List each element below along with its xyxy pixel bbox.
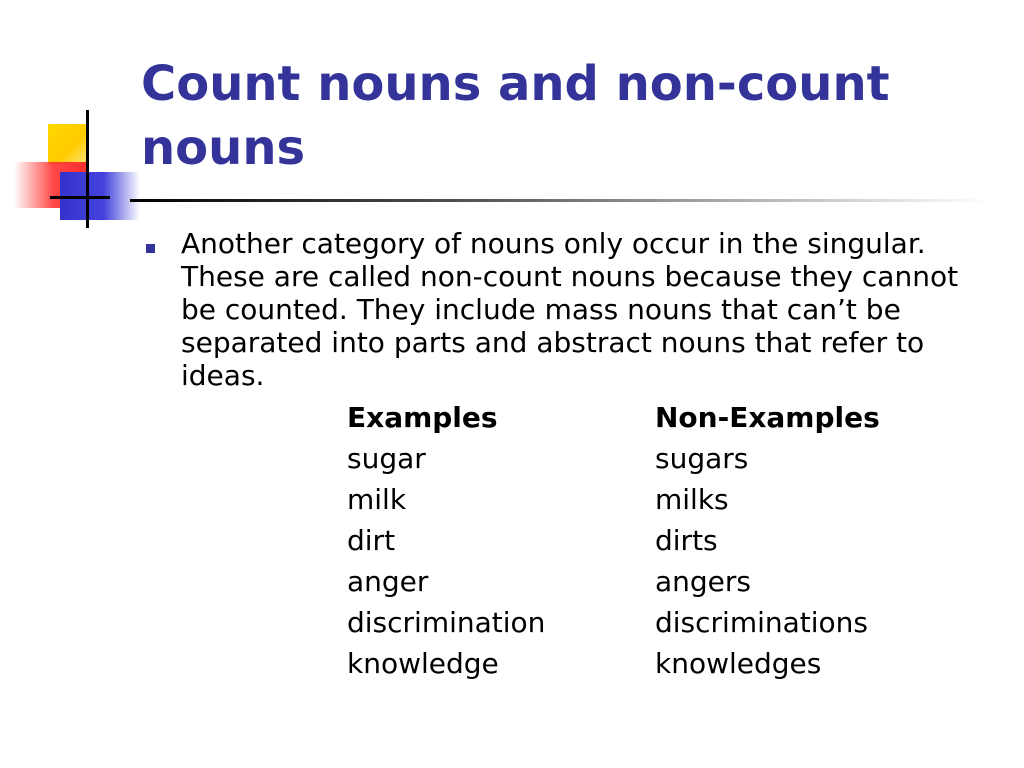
header-non-examples: Non-Examples xyxy=(655,401,880,434)
slide-title: Count nouns and non-count nouns xyxy=(141,56,890,176)
examples-table xyxy=(347,397,967,684)
non-example-cell: discriminations xyxy=(655,606,869,639)
non-example-cell: sugars xyxy=(655,442,749,475)
table-row xyxy=(347,520,967,561)
non-example-cell: dirts xyxy=(655,524,718,557)
vertical-line-decoration xyxy=(86,110,89,228)
non-example-cell: angers xyxy=(655,565,752,598)
non-example-cell: knowledges xyxy=(655,647,822,680)
table-row xyxy=(347,561,967,602)
table-row xyxy=(347,602,967,643)
bullet-text: Another category of nouns only occur in the singular. These are called non-count nouns because they cannot be counted. They include mass nouns that can’t be separated into parts and abstract nouns that refer to ideas. xyxy=(181,227,959,392)
table-row xyxy=(347,643,967,684)
table-row xyxy=(347,479,967,520)
yellow-square-decoration xyxy=(48,124,88,164)
example-cell: dirt xyxy=(347,524,396,557)
example-cell: milk xyxy=(347,483,407,516)
example-cell: discrimination xyxy=(347,606,546,639)
horizontal-line-decoration xyxy=(50,196,110,199)
title-divider xyxy=(130,199,990,202)
bullet-square-icon xyxy=(146,244,155,253)
example-cell: anger xyxy=(347,565,429,598)
example-cell: knowledge xyxy=(347,647,499,680)
table-header-row xyxy=(347,397,967,438)
table-row xyxy=(347,438,967,479)
header-examples: Examples xyxy=(347,401,498,434)
non-example-cell: milks xyxy=(655,483,729,516)
example-cell: sugar xyxy=(347,442,426,475)
